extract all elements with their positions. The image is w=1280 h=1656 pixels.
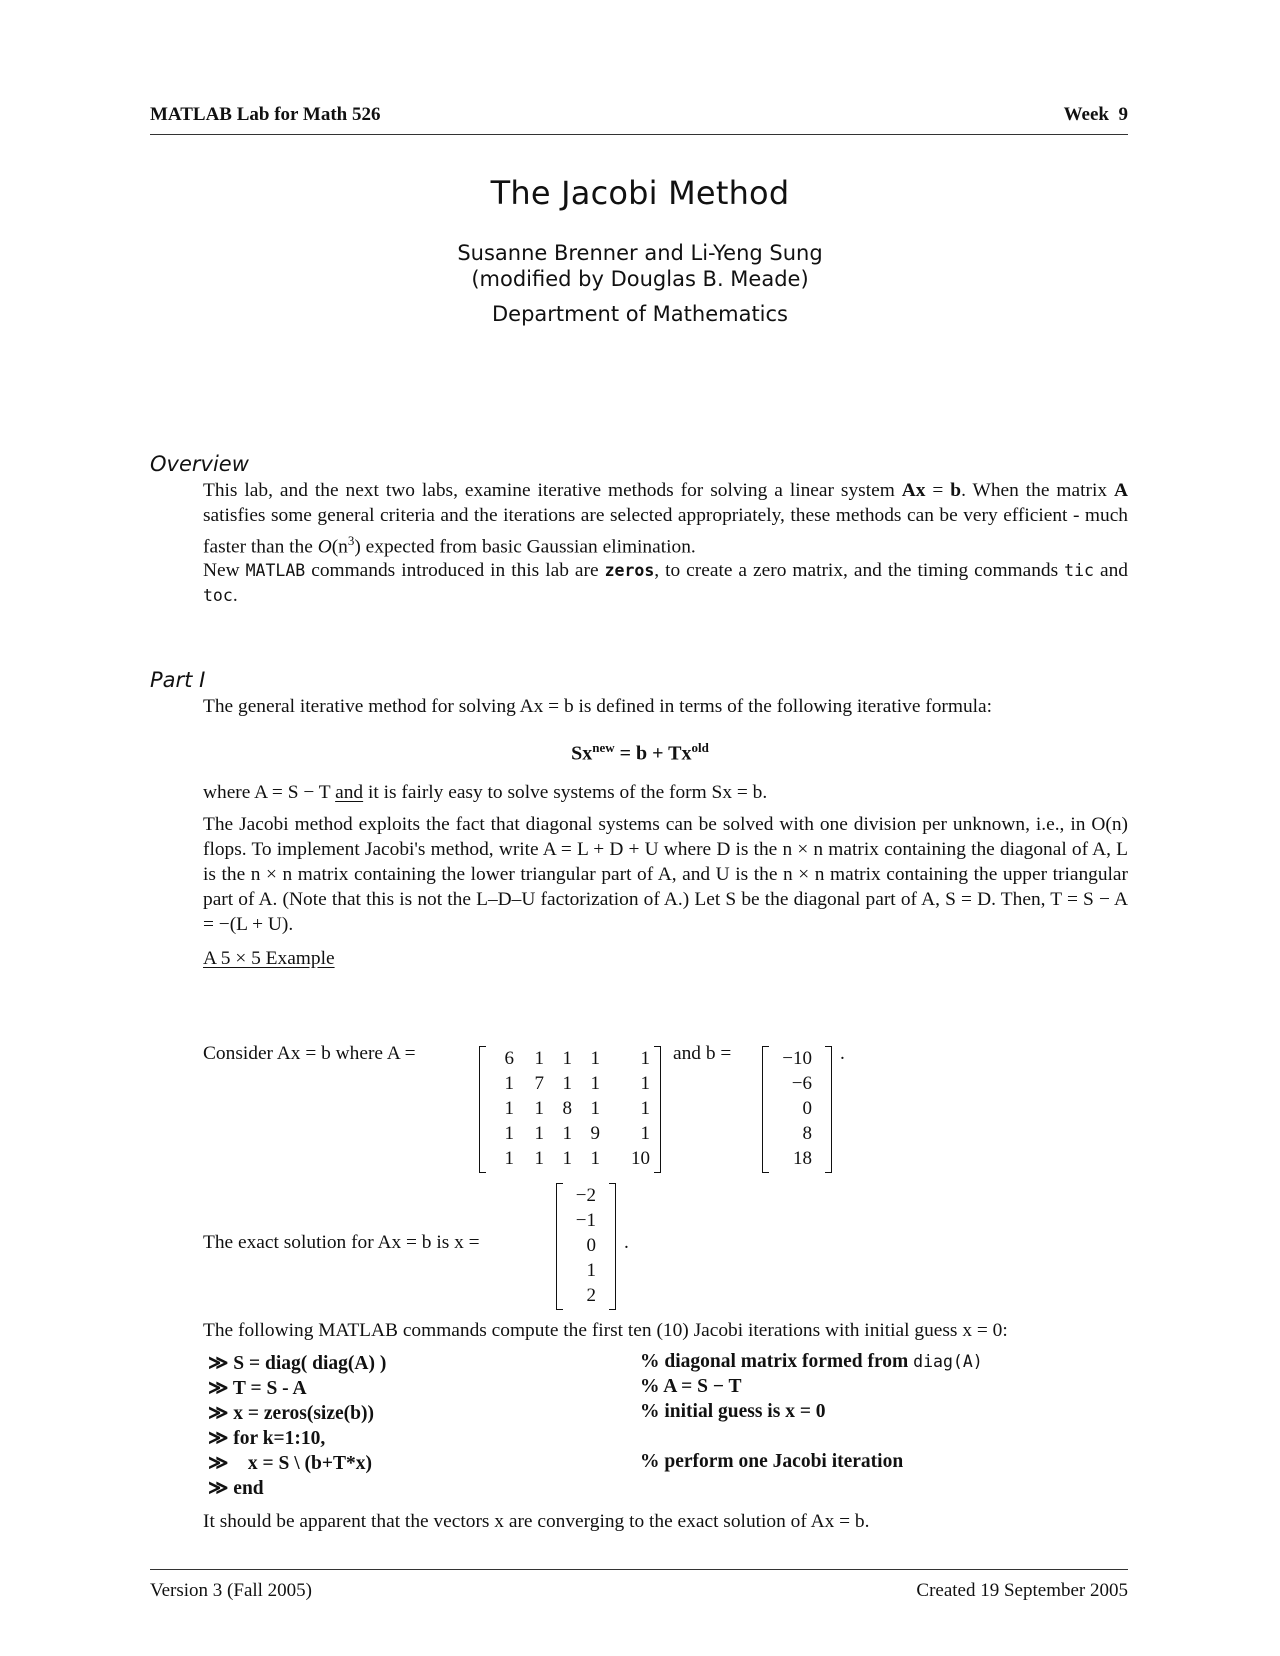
matrix-a-cell: 1 xyxy=(562,1148,572,1169)
part1-heading: Part I xyxy=(150,668,206,692)
matrix-a-row xyxy=(479,1098,661,1123)
vector-b-row xyxy=(762,1048,832,1073)
matlab-command-line: ≫ end xyxy=(208,1478,264,1499)
matrix-a-cell: 7 xyxy=(534,1073,544,1094)
vector-x-cell: −2 xyxy=(575,1185,596,1206)
matlab-command-comment: % A = S − T xyxy=(640,1376,742,1397)
vector-b-row xyxy=(762,1148,832,1173)
matlab-command-comment: % diagonal matrix formed from diag(A) xyxy=(640,1351,983,1372)
matrix-a-row xyxy=(479,1148,661,1173)
vector-b-cell: 0 xyxy=(802,1098,812,1119)
matrix-a xyxy=(479,1046,661,1174)
vector-b-cell: −10 xyxy=(782,1048,812,1069)
vector-b-row xyxy=(762,1123,832,1148)
matrix-a-cell: 1 xyxy=(640,1123,650,1144)
where-sentence: where A = S − T and it is fairly easy to solve systems of the form Sx = b. xyxy=(203,782,768,803)
matrix-a-cell: 1 xyxy=(590,1148,600,1169)
overview-heading: Overview xyxy=(150,452,249,476)
matrix-a-row xyxy=(479,1073,661,1098)
matrix-a-cell: 10 xyxy=(631,1148,650,1169)
vector-x-cell: 0 xyxy=(586,1235,596,1256)
consider-label: Consider Ax = b where A = xyxy=(203,1043,416,1064)
matrix-a-cell: 1 xyxy=(504,1098,514,1119)
matrix-a-cell: 1 xyxy=(590,1098,600,1119)
vector-x-row xyxy=(556,1185,616,1210)
matrix-a-cell: 8 xyxy=(562,1098,572,1119)
matrix-a-cell: 1 xyxy=(504,1123,514,1144)
matrix-a-cell: 1 xyxy=(562,1073,572,1094)
matlab-command-line: ≫ T = S - A xyxy=(208,1378,307,1399)
vector-x-cell: −1 xyxy=(575,1210,596,1231)
vector-x-cell: 1 xyxy=(586,1260,596,1281)
matrix-a-cell: 1 xyxy=(562,1123,572,1144)
following-sentence: The following MATLAB commands compute the first ten (10) Jacobi iterations with initial guess x = 0: xyxy=(203,1320,1008,1341)
matlab-command-line: ≫ x = S \ (b+T*x) xyxy=(208,1453,372,1474)
jacobi-paragraph: The Jacobi method exploits the fact that diagonal systems can be solved with one division per unknown, i.e., in O(n) flops. To implement Jacobi's method, write A = L + D + U where D is the n × n matrix containing the diagonal of A, L is the n × n matrix containing the lower triangular part of A, and U is the n × n matrix containing the upper triangular part of A. (Note that this is not the L–D–U factorization of A.) Let S be the diagonal part of A, S = D. Then, T = S − A = −(L + U). xyxy=(203,814,1128,935)
authors xyxy=(0,240,1280,292)
vector-b-cell: 18 xyxy=(793,1148,812,1169)
matlab-command-comment: % perform one Jacobi iteration xyxy=(640,1451,904,1472)
matrix-a-cell: 1 xyxy=(534,1123,544,1144)
matrix-a-cell: 1 xyxy=(640,1073,650,1094)
matrix-a-cell: 1 xyxy=(534,1048,544,1069)
authors-line1: Susanne Brenner and Li-Yeng Sung xyxy=(457,241,823,265)
matlab-command-comment: % initial guess is x = 0 xyxy=(640,1401,826,1422)
matrix-a-cell: 1 xyxy=(534,1098,544,1119)
matrix-a-cell: 1 xyxy=(534,1148,544,1169)
matlab-command-line: ≫ S = diag( diag(A) ) xyxy=(208,1353,387,1374)
exact-solution-label: The exact solution for Ax = b is x = xyxy=(203,1232,480,1253)
matrix-a-cell: 9 xyxy=(590,1123,600,1144)
vector-x-row xyxy=(556,1235,616,1260)
footer-created: Created 19 September 2005 xyxy=(916,1580,1128,1601)
matrix-a-cell: 1 xyxy=(562,1048,572,1069)
vector-x-row xyxy=(556,1210,616,1235)
iteration-formula: $Sx^{new} = b + Tx^{old}$ xyxy=(571,740,709,765)
overview-paragraph-2: New MATLAB commands introduced in this lab are zeros, to create a zero matrix, and the timing commands tic and toc. xyxy=(203,560,1128,606)
vector-b-row xyxy=(762,1098,832,1123)
vector-x-cell: 2 xyxy=(586,1285,596,1306)
vector-x-row xyxy=(556,1285,616,1310)
matrix-a-cell: 1 xyxy=(640,1098,650,1119)
footer-version: Version 3 (Fall 2005) xyxy=(150,1580,313,1601)
matrix-a-cell: 1 xyxy=(504,1148,514,1169)
matrix-a-cell: 1 xyxy=(640,1048,650,1069)
period-after-x: . xyxy=(624,1232,629,1253)
page-footer xyxy=(150,1569,1128,1601)
and-b-label: and b = xyxy=(673,1043,732,1064)
page-header xyxy=(150,104,1128,135)
department: Department of Mathematics xyxy=(492,302,788,326)
example-heading: A 5 × 5 Example xyxy=(203,948,335,969)
vector-b-row xyxy=(762,1073,832,1098)
authors-line2: (modified by Douglas B. Meade) xyxy=(471,267,809,291)
document-title: The Jacobi Method xyxy=(490,174,790,212)
header-course: MATLAB Lab for Math 526 xyxy=(150,104,381,125)
matlab-command-line: ≫ for k=1:10, xyxy=(208,1428,326,1449)
header-week: Week 9 xyxy=(1063,104,1128,125)
matlab-command-line: ≫ x = zeros(size(b)) xyxy=(208,1403,374,1424)
vector-x-row xyxy=(556,1260,616,1285)
vector-b-cell: 8 xyxy=(802,1123,812,1144)
overview-paragraph-1: This lab, and the next two labs, examine iterative methods for solving a linear system Ax = b. When the matrix A satisfies some general criteria and the iterations are selected appropriately, these methods can be very efficient - much faster than the $O(n^3)$ expected from basic Gaussian elimination. xyxy=(203,480,1128,558)
vector-b xyxy=(762,1046,832,1174)
conclusion-sentence: It should be apparent that the vectors x are converging to the exact solution of Ax = b. xyxy=(203,1511,870,1532)
matrix-a-cell: 6 xyxy=(504,1048,514,1069)
matrix-a-cell: 1 xyxy=(504,1073,514,1094)
part1-intro: The general iterative method for solving Ax = b is defined in terms of the following iterative formula: xyxy=(203,696,993,717)
matrix-a-row xyxy=(479,1123,661,1148)
period-after-b: . xyxy=(840,1043,845,1064)
vector-b-cell: −6 xyxy=(791,1073,812,1094)
matrix-a-cell: 1 xyxy=(590,1073,600,1094)
matrix-a-cell: 1 xyxy=(590,1048,600,1069)
vector-x xyxy=(556,1183,616,1311)
matrix-a-row xyxy=(479,1048,661,1073)
